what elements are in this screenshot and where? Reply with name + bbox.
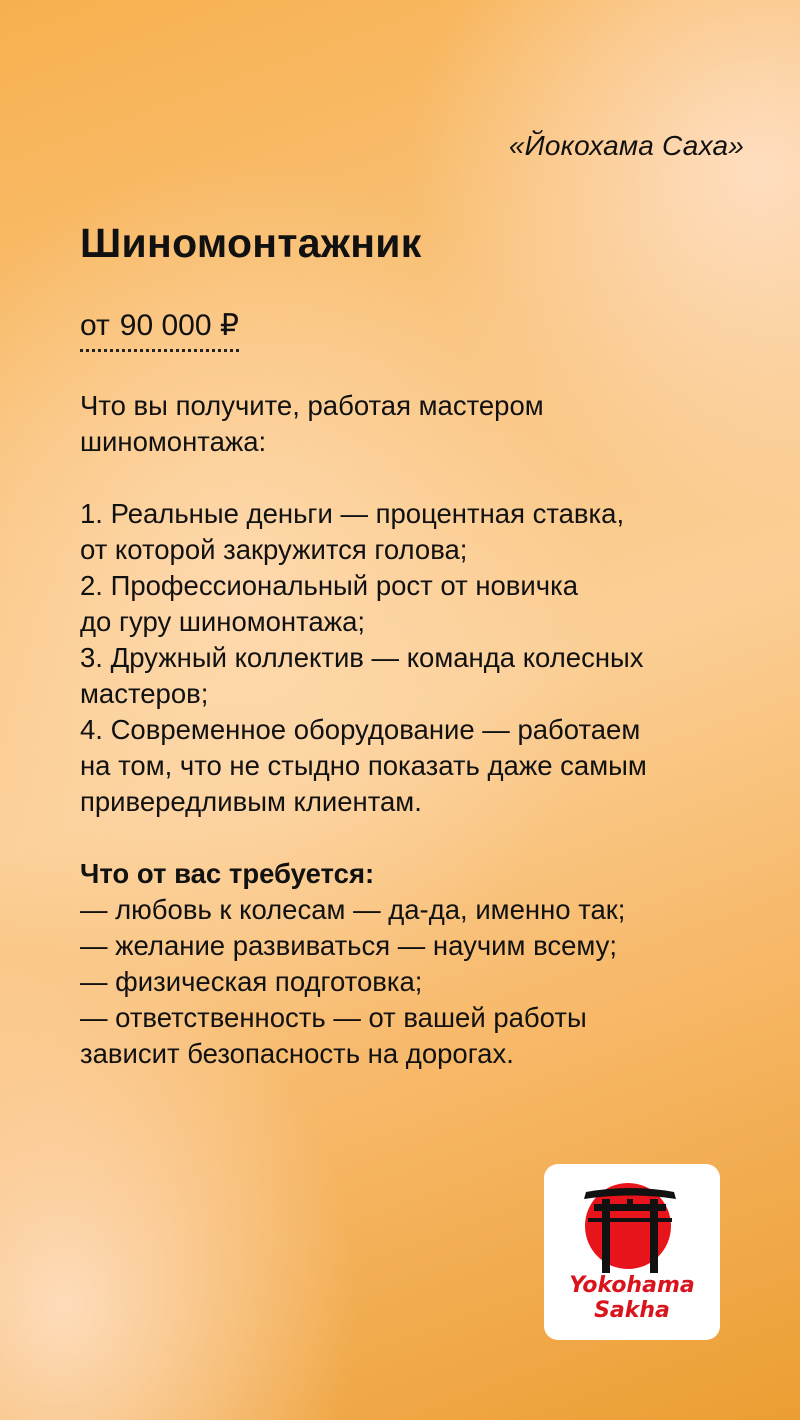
- requirement-line: — желание развиваться — научим всему;: [80, 930, 618, 961]
- salary-amount: 90 000 ₽: [119, 309, 239, 342]
- logo-graphic: [544, 1164, 720, 1340]
- benefit-line: мастеров;: [80, 678, 209, 709]
- benefit-line: от которой закружится голова;: [80, 534, 468, 565]
- requirements-title: Что от вас требуется:: [80, 858, 375, 889]
- benefit-line: до гуру шиномонтажа;: [80, 606, 366, 637]
- benefit-line: на том, что не стыдно показать даже самым: [80, 750, 647, 781]
- spacer: [80, 460, 770, 496]
- logo-line2: Sakha: [594, 1298, 670, 1323]
- logo-line1: Yokohama: [569, 1273, 695, 1298]
- benefit-line: привередливым клиентам.: [80, 786, 422, 817]
- intro-line: Что вы получите, работая мастером: [80, 390, 544, 421]
- requirement-line: — любовь к колесам — да-да, именно так;: [80, 894, 626, 925]
- company-name: «Йокохама Саха»: [508, 130, 744, 161]
- benefit-line: 4. Современное оборудование — работаем: [80, 714, 641, 745]
- vacancy-title: Шиномонтажник: [80, 220, 422, 266]
- benefit-line: 3. Дружный коллектив — команда колесных: [80, 642, 644, 673]
- benefit-line: 2. Профессиональный рост от новичка: [80, 570, 579, 601]
- requirement-line: — ответственность — от вашей работы: [80, 1002, 587, 1033]
- vacancy-content: [80, 388, 770, 1072]
- benefit-line: 1. Реальные деньги — процентная ставка,: [80, 498, 625, 529]
- company-logo: [544, 1164, 720, 1340]
- salary-prefix: от: [80, 309, 110, 342]
- requirement-line: зависит безопасность на дорогах.: [80, 1038, 514, 1069]
- requirement-line: — физическая подготовка;: [80, 966, 423, 997]
- intro-line: шиномонтажа:: [80, 426, 267, 457]
- spacer: [80, 820, 770, 856]
- salary: [80, 308, 239, 352]
